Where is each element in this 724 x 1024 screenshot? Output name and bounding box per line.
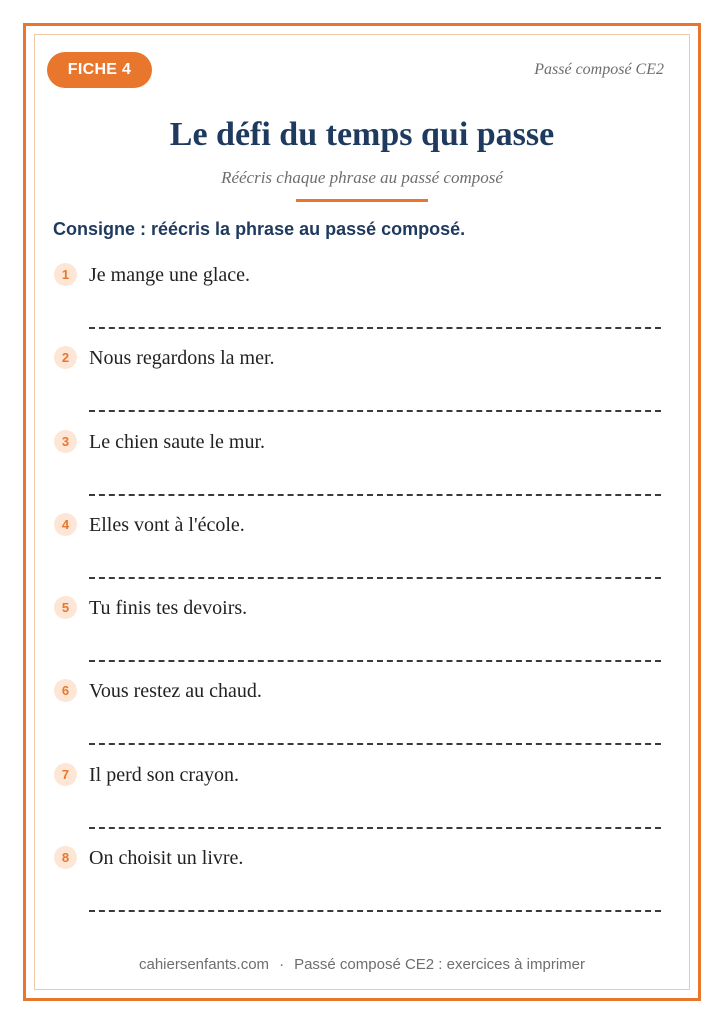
exercise-sentence: Vous restez au chaud. — [89, 680, 262, 702]
instruction: Consigne : réécris la phrase au passé composé. — [53, 219, 466, 239]
exercise-number: 6 — [54, 679, 77, 702]
level-label: Passé composé CE2 — [534, 61, 664, 78]
exercise-item — [0, 596, 724, 680]
page-title: Le défi du temps qui passe — [169, 116, 555, 153]
exercise-sentence: Il perd son crayon. — [89, 764, 239, 786]
exercise-item — [0, 513, 724, 597]
answer-line[interactable] — [89, 410, 661, 412]
exercise-number: 3 — [54, 430, 77, 453]
page-subtitle: Réécris chaque phrase au passé composé — [221, 168, 503, 187]
exercise-number: 1 — [54, 263, 77, 286]
exercise-sentence: On choisit un livre. — [89, 847, 244, 869]
answer-line[interactable] — [89, 743, 661, 745]
exercise-item — [0, 346, 724, 430]
footer — [0, 956, 724, 973]
exercise-sentence: Tu finis tes devoirs. — [89, 597, 248, 619]
fiche-badge: FICHE 4 — [47, 52, 152, 88]
exercise-item — [0, 263, 724, 347]
title-underline — [296, 199, 428, 202]
exercise-item — [0, 763, 724, 847]
footer-text: Passé composé CE2 : exercices à imprimer — [294, 956, 585, 973]
exercise-number: 7 — [54, 763, 77, 786]
answer-line[interactable] — [89, 827, 661, 829]
exercise-sentence: Le chien saute le mur. — [89, 431, 266, 453]
answer-line[interactable] — [89, 660, 661, 662]
exercise-number: 8 — [54, 846, 77, 869]
exercise-sentence: Elles vont à l'école. — [89, 514, 245, 536]
exercise-number: 4 — [54, 513, 77, 536]
footer-site: cahiersenfants.com — [138, 956, 270, 973]
answer-line[interactable] — [89, 577, 661, 579]
exercise-sentence: Nous regardons la mer. — [89, 347, 275, 369]
exercise-item — [0, 846, 724, 930]
exercise-sentence: Je mange une glace. — [89, 264, 251, 286]
answer-line[interactable] — [89, 327, 661, 329]
exercise-number: 2 — [54, 346, 77, 369]
exercise-item — [0, 430, 724, 514]
footer-separator: · — [279, 956, 285, 973]
exercise-item — [0, 679, 724, 763]
exercise-number: 5 — [54, 596, 77, 619]
answer-line[interactable] — [89, 494, 661, 496]
answer-line[interactable] — [89, 910, 661, 912]
